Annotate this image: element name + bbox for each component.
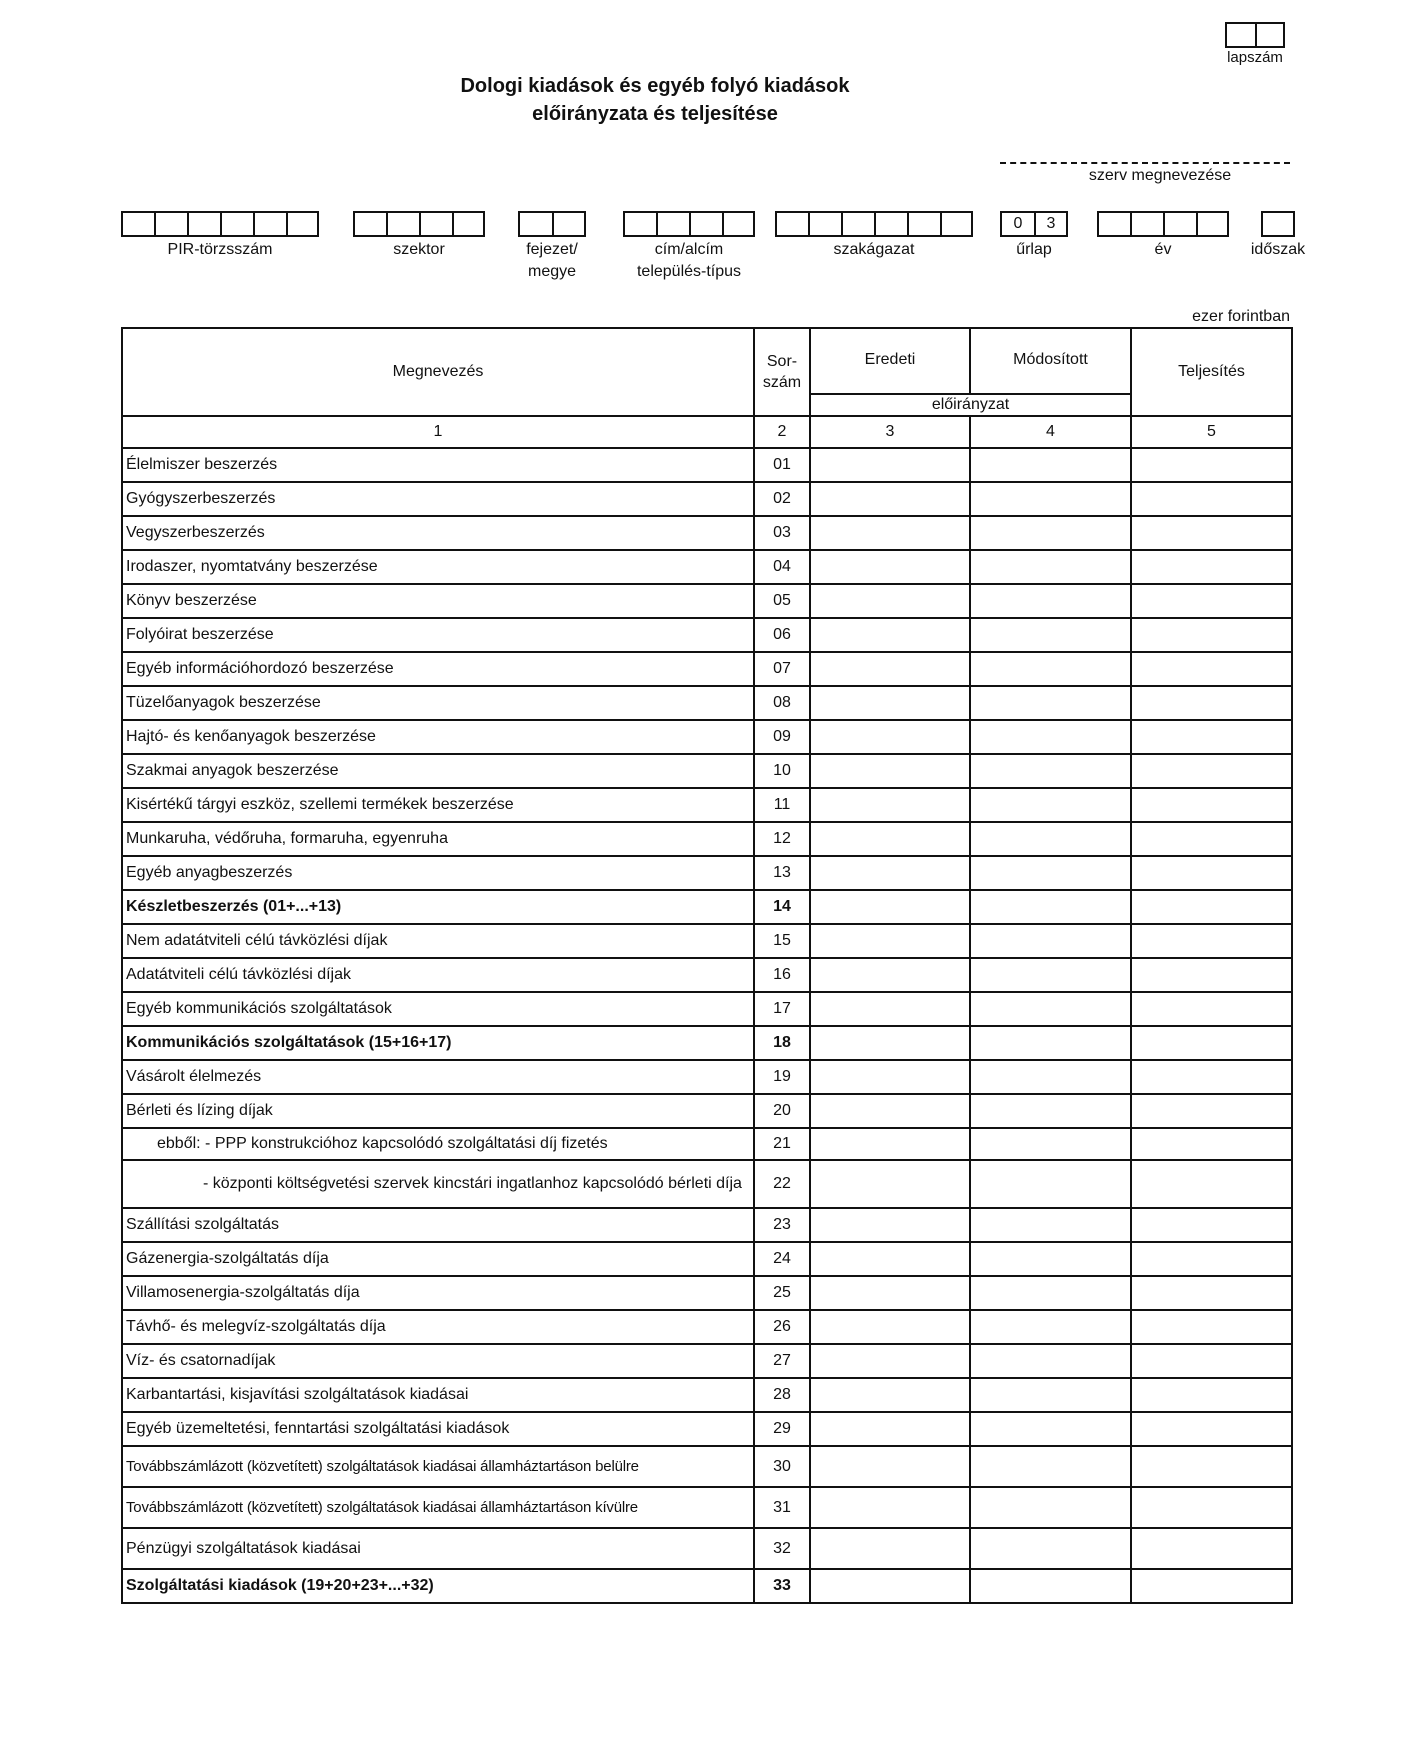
digit-box[interactable] <box>940 211 973 237</box>
row-number: 29 <box>754 1412 810 1446</box>
cell-modositott[interactable] <box>970 584 1131 618</box>
cell-teljesites[interactable] <box>1131 1094 1292 1128</box>
form-title <box>310 72 1000 128</box>
row-label: Vegyszerbeszerzés <box>122 516 754 550</box>
cell-teljesites[interactable] <box>1131 482 1292 516</box>
cell-teljesites[interactable] <box>1131 516 1292 550</box>
cell-modositott[interactable] <box>970 788 1131 822</box>
row-label: Szakmai anyagok beszerzése <box>122 754 754 788</box>
digit-box[interactable] <box>353 211 386 237</box>
cell-eredeti[interactable] <box>810 890 970 924</box>
cell-eredeti[interactable] <box>810 1060 970 1094</box>
digit-box[interactable] <box>187 211 220 237</box>
cell-modositott[interactable] <box>970 924 1131 958</box>
digit-box[interactable] <box>552 211 586 237</box>
cell-modositott[interactable] <box>970 992 1131 1026</box>
cell-eredeti[interactable] <box>810 1412 970 1446</box>
col-number: 4 <box>970 416 1131 448</box>
cell-teljesites[interactable] <box>1131 1528 1292 1569</box>
row-number: 15 <box>754 924 810 958</box>
table-row <box>122 1569 1292 1603</box>
cell-modositott[interactable] <box>970 482 1131 516</box>
organization-name-label: szerv megnevezése <box>1088 167 1232 184</box>
row-number: 08 <box>754 686 810 720</box>
row-number: 06 <box>754 618 810 652</box>
cell-teljesites[interactable] <box>1131 822 1292 856</box>
col-number: 1 <box>122 416 754 448</box>
cell-modositott[interactable] <box>970 822 1131 856</box>
row-number: 31 <box>754 1487 810 1528</box>
table-row <box>122 924 1292 958</box>
cell-teljesites[interactable] <box>1131 1060 1292 1094</box>
cell-teljesites[interactable] <box>1131 754 1292 788</box>
cell-eredeti[interactable] <box>810 1446 970 1487</box>
cell-eredeti[interactable] <box>810 1208 970 1242</box>
table-row <box>122 822 1292 856</box>
cell-eredeti[interactable] <box>810 754 970 788</box>
row-number: 10 <box>754 754 810 788</box>
cell-teljesites[interactable] <box>1131 1378 1292 1412</box>
row-number: 25 <box>754 1276 810 1310</box>
table-row <box>122 856 1292 890</box>
digit-box[interactable] <box>1196 211 1229 237</box>
table-row <box>122 1094 1292 1128</box>
cell-modositott[interactable] <box>970 1569 1131 1603</box>
cell-modositott[interactable] <box>970 516 1131 550</box>
cell-eredeti[interactable] <box>810 924 970 958</box>
field-szektor-boxes[interactable] <box>353 211 485 237</box>
table-row <box>122 482 1292 516</box>
row-label: Tüzelőanyagok beszerzése <box>122 686 754 720</box>
cell-teljesites[interactable] <box>1131 686 1292 720</box>
header-megnevezes: Megnevezés <box>122 328 754 416</box>
row-label: Hajtó- és kenőanyagok beszerzése <box>122 720 754 754</box>
cell-teljesites[interactable] <box>1131 720 1292 754</box>
field-fejezet-label: fejezet/ megye <box>526 241 578 280</box>
row-label: Munkaruha, védőruha, formaruha, egyenruha <box>122 822 754 856</box>
cell-teljesites[interactable] <box>1131 1446 1292 1487</box>
table-row <box>122 788 1292 822</box>
digit-box[interactable] <box>841 211 874 237</box>
cell-teljesites[interactable] <box>1131 1310 1292 1344</box>
cell-teljesites[interactable] <box>1131 652 1292 686</box>
row-label: Bérleti és lízing díjak <box>122 1094 754 1128</box>
digit-box[interactable] <box>907 211 940 237</box>
table-row <box>122 1412 1292 1446</box>
field-fejezet-boxes[interactable] <box>518 211 586 237</box>
table-row <box>122 1128 1292 1160</box>
row-label: Könyv beszerzése <box>122 584 754 618</box>
cell-modositott[interactable] <box>970 1446 1131 1487</box>
cell-modositott[interactable] <box>970 1208 1131 1242</box>
row-label: ebből: - PPP konstrukcióhoz kapcsolódó szolgáltatási díj fizetés <box>122 1128 754 1160</box>
row-label: Pénzügyi szolgáltatások kiadásai <box>122 1528 754 1569</box>
table-header-row <box>122 328 1292 394</box>
row-number: 26 <box>754 1310 810 1344</box>
cell-eredeti[interactable] <box>810 618 970 652</box>
row-number: 04 <box>754 550 810 584</box>
cell-teljesites[interactable] <box>1131 584 1292 618</box>
cell-modositott[interactable] <box>970 1094 1131 1128</box>
page-number-box[interactable] <box>1255 22 1285 48</box>
cell-teljesites[interactable] <box>1131 1128 1292 1160</box>
row-label: Élelmiszer beszerzés <box>122 448 754 482</box>
cell-modositott[interactable] <box>970 1128 1131 1160</box>
row-label: Egyéb kommunikációs szolgáltatások <box>122 992 754 1026</box>
cell-modositott[interactable] <box>970 1026 1131 1060</box>
page-number-boxes[interactable] <box>1221 22 1289 48</box>
organization-name-line[interactable] <box>1000 162 1290 164</box>
row-number: 32 <box>754 1528 810 1569</box>
header-eredeti: Eredeti <box>810 328 970 394</box>
cell-modositott[interactable] <box>970 652 1131 686</box>
page-number-label: lapszám <box>1227 49 1283 66</box>
row-number: 13 <box>754 856 810 890</box>
cell-teljesites[interactable] <box>1131 958 1292 992</box>
expenses-table <box>121 327 1293 1604</box>
digit-box[interactable] <box>220 211 253 237</box>
row-label: Vásárolt élelmezés <box>122 1060 754 1094</box>
cell-teljesites[interactable] <box>1131 1412 1292 1446</box>
row-number: 02 <box>754 482 810 516</box>
table-row <box>122 1528 1292 1569</box>
field-cim <box>623 211 755 283</box>
row-label: Irodaszer, nyomtatvány beszerzése <box>122 550 754 584</box>
digit-box: 3 <box>1034 211 1068 237</box>
cell-modositott[interactable] <box>970 1412 1131 1446</box>
row-number: 03 <box>754 516 810 550</box>
field-cim-label: cím/alcím település-típus <box>636 241 742 280</box>
cell-eredeti[interactable] <box>810 1160 970 1208</box>
field-pir <box>121 211 319 261</box>
table-row <box>122 448 1292 482</box>
field-ev-label: év <box>1154 241 1172 258</box>
digit-box[interactable] <box>874 211 907 237</box>
row-label: Villamosenergia-szolgáltatás díja <box>122 1276 754 1310</box>
cell-teljesites[interactable] <box>1131 1160 1292 1208</box>
table-column-number-row <box>122 416 1292 448</box>
field-urlap-boxes <box>1000 211 1068 237</box>
cell-modositott[interactable] <box>970 686 1131 720</box>
cell-teljesites[interactable] <box>1131 448 1292 482</box>
cell-modositott[interactable] <box>970 618 1131 652</box>
cell-eredeti[interactable] <box>810 1128 970 1160</box>
cell-eredeti[interactable] <box>810 1528 970 1569</box>
cell-modositott[interactable] <box>970 1344 1131 1378</box>
table-row <box>122 516 1292 550</box>
cell-eredeti[interactable] <box>810 1378 970 1412</box>
cell-teljesites[interactable] <box>1131 856 1292 890</box>
row-number: 33 <box>754 1569 810 1603</box>
cell-eredeti[interactable] <box>810 856 970 890</box>
row-number: 19 <box>754 1060 810 1094</box>
form-title-line-1: Dologi kiadások és egyéb folyó kiadások <box>460 75 850 97</box>
row-label: Továbbszámlázott (közvetített) szolgáltatások kiadásai államháztartáson belülre <box>122 1446 754 1487</box>
row-number: 20 <box>754 1094 810 1128</box>
cell-modositott[interactable] <box>970 550 1131 584</box>
table-row <box>122 652 1292 686</box>
col-number: 2 <box>754 416 810 448</box>
row-number: 01 <box>754 448 810 482</box>
row-label: Egyéb anyagbeszerzés <box>122 856 754 890</box>
digit-box[interactable] <box>154 211 187 237</box>
field-szakagazat-label: szakágazat <box>833 241 915 258</box>
digit-box: 0 <box>1000 211 1034 237</box>
digit-box[interactable] <box>1261 211 1295 237</box>
table-row <box>122 1487 1292 1528</box>
table-row <box>122 1242 1292 1276</box>
row-number: 22 <box>754 1160 810 1208</box>
row-label: Szállítási szolgáltatás <box>122 1208 754 1242</box>
digit-box[interactable] <box>1097 211 1130 237</box>
digit-box[interactable] <box>121 211 154 237</box>
row-label: Gyógyszerbeszerzés <box>122 482 754 516</box>
cell-teljesites[interactable] <box>1131 618 1292 652</box>
unit-label: ezer forintban <box>1192 308 1290 325</box>
cell-eredeti[interactable] <box>810 652 970 686</box>
cell-eredeti[interactable] <box>810 550 970 584</box>
field-szakagazat-boxes[interactable] <box>775 211 973 237</box>
row-label: Adatátviteli célú távközlési díjak <box>122 958 754 992</box>
table-row <box>122 992 1292 1026</box>
row-label: - központi költségvetési szervek kincstári ingatlanhoz kapcsolódó bérleti díja <box>122 1160 754 1208</box>
digit-box[interactable] <box>253 211 286 237</box>
table-row <box>122 1310 1292 1344</box>
row-label: Egyéb információhordozó beszerzése <box>122 652 754 686</box>
table-row <box>122 1160 1292 1208</box>
digit-box[interactable] <box>518 211 552 237</box>
digit-box[interactable] <box>286 211 319 237</box>
row-number: 12 <box>754 822 810 856</box>
digit-box[interactable] <box>808 211 841 237</box>
row-label: Kommunikációs szolgáltatások (15+16+17) <box>122 1026 754 1060</box>
cell-modositott[interactable] <box>970 1310 1131 1344</box>
field-ev-boxes[interactable] <box>1097 211 1229 237</box>
cell-teljesites[interactable] <box>1131 924 1292 958</box>
field-idoszak <box>1246 211 1310 261</box>
cell-modositott[interactable] <box>970 1242 1131 1276</box>
cell-teljesites[interactable] <box>1131 890 1292 924</box>
header-modositott: Módosított <box>970 328 1131 394</box>
row-label: Szolgáltatási kiadások (19+20+23+...+32) <box>122 1569 754 1603</box>
cell-eredeti[interactable] <box>810 1276 970 1310</box>
cell-eredeti[interactable] <box>810 720 970 754</box>
table-row <box>122 550 1292 584</box>
field-idoszak-boxes[interactable] <box>1246 211 1310 237</box>
digit-box[interactable] <box>1130 211 1163 237</box>
table-row <box>122 1378 1292 1412</box>
row-label: Víz- és csatornadíjak <box>122 1344 754 1378</box>
cell-teljesites[interactable] <box>1131 992 1292 1026</box>
cell-modositott[interactable] <box>970 720 1131 754</box>
cell-eredeti[interactable] <box>810 482 970 516</box>
row-number: 17 <box>754 992 810 1026</box>
row-label: Nem adatátviteli célú távközlési díjak <box>122 924 754 958</box>
field-fejezet <box>518 211 586 283</box>
cell-teljesites[interactable] <box>1131 1026 1292 1060</box>
cell-teljesites[interactable] <box>1131 1276 1292 1310</box>
cell-teljesites[interactable] <box>1131 1242 1292 1276</box>
cell-teljesites[interactable] <box>1131 1208 1292 1242</box>
cell-eredeti[interactable] <box>810 584 970 618</box>
cell-modositott[interactable] <box>970 1487 1131 1528</box>
field-szakagazat <box>775 211 973 261</box>
cell-eredeti[interactable] <box>810 686 970 720</box>
field-ev <box>1097 211 1229 261</box>
field-cim-boxes[interactable] <box>623 211 755 237</box>
form-title-line-2: előirányzata és teljesítése <box>532 103 778 125</box>
row-label: Egyéb üzemeltetési, fenntartási szolgáltatási kiadások <box>122 1412 754 1446</box>
cell-eredeti[interactable] <box>810 992 970 1026</box>
table-row <box>122 1208 1292 1242</box>
table-row <box>122 1446 1292 1487</box>
cell-eredeti[interactable] <box>810 448 970 482</box>
table-row <box>122 958 1292 992</box>
row-number: 11 <box>754 788 810 822</box>
row-number: 09 <box>754 720 810 754</box>
row-number: 16 <box>754 958 810 992</box>
organization-name-block <box>1000 162 1290 185</box>
table-row <box>122 686 1292 720</box>
digit-box[interactable] <box>656 211 689 237</box>
digit-box[interactable] <box>722 211 755 237</box>
row-label: Továbbszámlázott (közvetített) szolgáltatások kiadásai államháztartáson kívülre <box>122 1487 754 1528</box>
cell-eredeti[interactable] <box>810 1344 970 1378</box>
row-label: Gázenergia-szolgáltatás díja <box>122 1242 754 1276</box>
cell-modositott[interactable] <box>970 958 1131 992</box>
digit-box[interactable] <box>452 211 485 237</box>
cell-modositott[interactable] <box>970 754 1131 788</box>
cell-eredeti[interactable] <box>810 958 970 992</box>
cell-eredeti[interactable] <box>810 822 970 856</box>
cell-eredeti[interactable] <box>810 516 970 550</box>
cell-teljesites[interactable] <box>1131 788 1292 822</box>
field-urlap <box>1000 211 1068 261</box>
row-number: 27 <box>754 1344 810 1378</box>
cell-modositott[interactable] <box>970 1060 1131 1094</box>
row-number: 05 <box>754 584 810 618</box>
field-idoszak-label: időszak <box>1250 241 1306 258</box>
cell-eredeti[interactable] <box>810 1094 970 1128</box>
digit-box[interactable] <box>1163 211 1196 237</box>
cell-modositott[interactable] <box>970 1160 1131 1208</box>
cell-eredeti[interactable] <box>810 1487 970 1528</box>
cell-modositott[interactable] <box>970 1378 1131 1412</box>
table-row <box>122 1026 1292 1060</box>
row-number: 24 <box>754 1242 810 1276</box>
row-label: Karbantartási, kisjavítási szolgáltatások kiadásai <box>122 1378 754 1412</box>
table-row <box>122 890 1292 924</box>
field-szektor <box>353 211 485 261</box>
digit-box[interactable] <box>775 211 808 237</box>
table-row <box>122 618 1292 652</box>
table-row <box>122 584 1292 618</box>
cell-eredeti[interactable] <box>810 788 970 822</box>
table-row <box>122 754 1292 788</box>
page-number-box[interactable] <box>1225 22 1255 48</box>
table-row <box>122 720 1292 754</box>
row-number: 21 <box>754 1128 810 1160</box>
cell-modositott[interactable] <box>970 856 1131 890</box>
table-row <box>122 1276 1292 1310</box>
row-number: 30 <box>754 1446 810 1487</box>
cell-modositott[interactable] <box>970 890 1131 924</box>
field-urlap-label: űrlap <box>1016 241 1052 258</box>
row-number: 23 <box>754 1208 810 1242</box>
row-number: 07 <box>754 652 810 686</box>
cell-eredeti[interactable] <box>810 1026 970 1060</box>
cell-eredeti[interactable] <box>810 1242 970 1276</box>
header-eloiranyzat: előirányzat <box>810 394 1131 416</box>
header-teljesites: Teljesítés <box>1131 328 1292 416</box>
digit-box[interactable] <box>623 211 656 237</box>
row-label: Készletbeszerzés (01+...+13) <box>122 890 754 924</box>
row-number: 18 <box>754 1026 810 1060</box>
cell-modositott[interactable] <box>970 448 1131 482</box>
cell-eredeti[interactable] <box>810 1569 970 1603</box>
row-number: 14 <box>754 890 810 924</box>
cell-teljesites[interactable] <box>1131 550 1292 584</box>
cell-teljesites[interactable] <box>1131 1344 1292 1378</box>
field-pir-boxes[interactable] <box>121 211 319 237</box>
col-number: 5 <box>1131 416 1292 448</box>
cell-modositott[interactable] <box>970 1528 1131 1569</box>
cell-teljesites[interactable] <box>1131 1487 1292 1528</box>
page-number-block <box>1221 22 1289 66</box>
field-pir-label: PIR-törzsszám <box>167 241 273 258</box>
cell-modositott[interactable] <box>970 1276 1131 1310</box>
digit-box[interactable] <box>419 211 452 237</box>
col-number: 3 <box>810 416 970 448</box>
cell-eredeti[interactable] <box>810 1310 970 1344</box>
row-label: Folyóirat beszerzése <box>122 618 754 652</box>
row-label: Kisértékű tárgyi eszköz, szellemi termékek beszerzése <box>122 788 754 822</box>
table-row <box>122 1344 1292 1378</box>
digit-box[interactable] <box>386 211 419 237</box>
header-sorszam: Sor- szám <box>754 328 810 416</box>
digit-box[interactable] <box>689 211 722 237</box>
row-number: 28 <box>754 1378 810 1412</box>
table-row <box>122 1060 1292 1094</box>
cell-teljesites[interactable] <box>1131 1569 1292 1603</box>
field-szektor-label: szektor <box>393 241 445 258</box>
row-label: Távhő- és melegvíz-szolgáltatás díja <box>122 1310 754 1344</box>
